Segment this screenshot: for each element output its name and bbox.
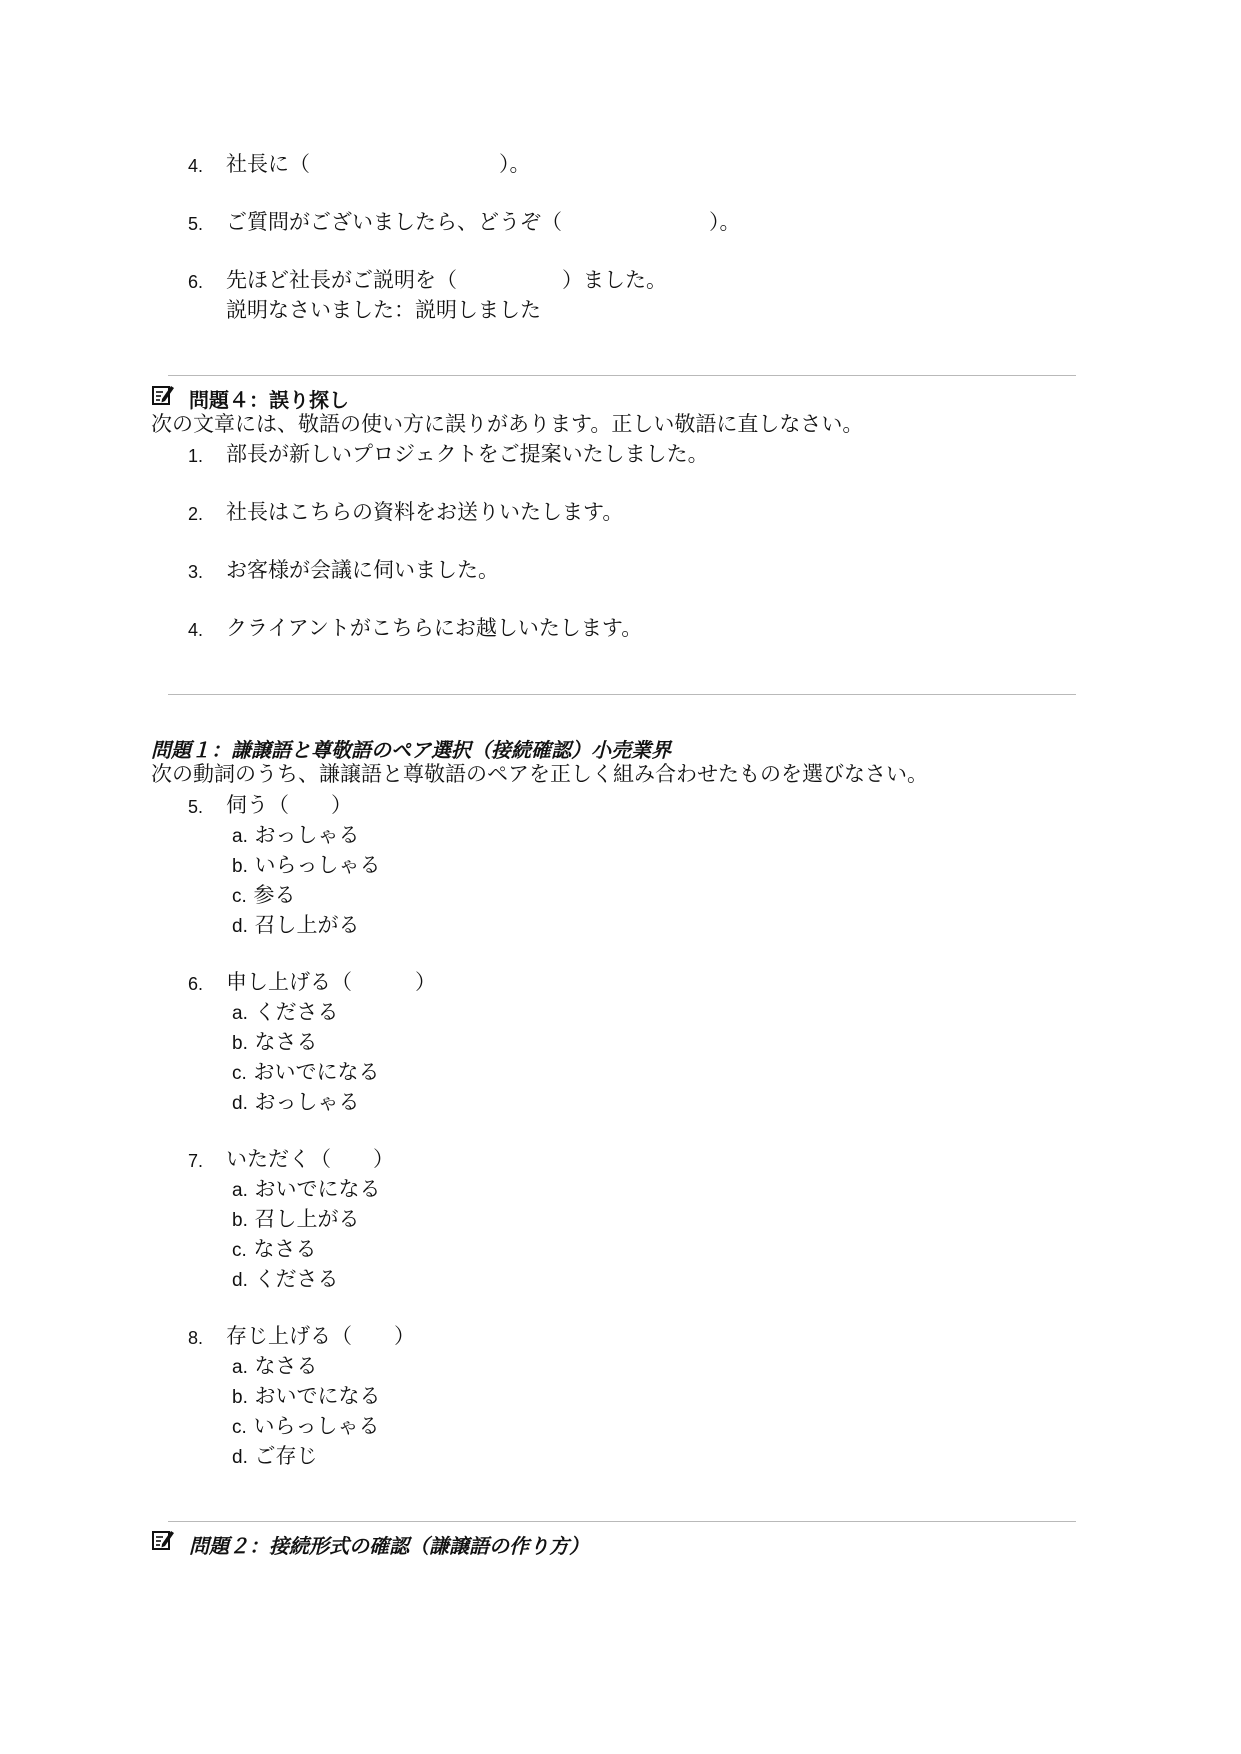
memo-pencil-icon	[151, 1528, 175, 1552]
option-letter: d.	[232, 1093, 248, 1114]
divider	[168, 375, 1076, 376]
list-item: 社長に（ ）。	[226, 152, 531, 176]
option-text: おいでになる	[253, 1060, 380, 1084]
list-number: 4.	[188, 620, 204, 640]
list-item-note: 説明なさいました：説明しました	[226, 298, 541, 322]
option-text: おいでになる	[254, 1384, 381, 1408]
list-item: クライアントがこちらにお越しいたします。	[226, 616, 643, 640]
memo-pencil-icon	[151, 383, 175, 407]
option-text: 参る	[253, 883, 296, 907]
list-number: 2.	[188, 504, 204, 524]
option-text: 召し上がる	[254, 913, 360, 937]
list-number: 3.	[188, 562, 204, 582]
option-letter: d.	[232, 1447, 248, 1468]
list-item: 部長が新しいプロジェクトをご提案いたしました。	[226, 442, 709, 466]
option-text: おっしゃる	[254, 1090, 360, 1114]
question-text: 存じ上げる（ ）	[226, 1324, 415, 1348]
option-letter: c.	[232, 1240, 247, 1261]
answer-option	[232, 855, 381, 876]
question-number: 5.	[188, 797, 204, 817]
question-text: 伺う（ ）	[226, 793, 352, 817]
option-text: おいでになる	[254, 1177, 381, 1201]
answer-option	[232, 1209, 360, 1230]
option-text: なさる	[254, 1354, 318, 1378]
question-text: 申し上げる（ ）	[226, 970, 436, 994]
option-text: なさる	[254, 1030, 318, 1054]
option-text: いらっしゃる	[254, 853, 381, 877]
answer-option	[232, 1002, 339, 1023]
list-item: 先ほど社長がご説明を（ ）ました。	[226, 268, 667, 292]
section-heading: 問題２：接続形式の確認（謙譲語の作り方）	[189, 1534, 589, 1558]
list-item: お客様が会議に伺いました。	[226, 558, 499, 582]
answer-option	[232, 1239, 316, 1260]
option-letter: c.	[232, 1417, 247, 1438]
list-number: 4.	[188, 156, 204, 176]
answer-option	[232, 885, 295, 906]
option-letter: c.	[232, 886, 247, 907]
option-letter: c.	[232, 1063, 247, 1084]
answer-option	[232, 1386, 381, 1407]
option-text: くださる	[254, 1000, 339, 1024]
option-letter: d.	[232, 1270, 248, 1291]
list-number: 5.	[188, 214, 204, 234]
list-item: 社長はこちらの資料をお送りいたします。	[226, 500, 624, 524]
option-letter: b.	[232, 1210, 248, 1231]
option-letter: d.	[232, 916, 248, 937]
option-text: 召し上がる	[254, 1207, 360, 1231]
divider	[168, 1521, 1076, 1522]
option-letter: a.	[232, 826, 248, 847]
divider	[168, 694, 1076, 695]
answer-option	[232, 1062, 379, 1083]
option-text: なさる	[253, 1237, 317, 1261]
list-number: 1.	[188, 446, 204, 466]
answer-option	[232, 1179, 381, 1200]
section-heading: 問題４：誤り探し	[189, 388, 349, 412]
option-text: くださる	[254, 1267, 339, 1291]
answer-option	[232, 1356, 318, 1377]
question-number: 6.	[188, 974, 204, 994]
option-letter: a.	[232, 1357, 248, 1378]
question-text: いただく（ ）	[226, 1147, 394, 1171]
answer-option	[232, 1032, 318, 1053]
answer-option	[232, 1092, 360, 1113]
option-letter: b.	[232, 1387, 248, 1408]
section-instruction: 次の動詞のうち、謙譲語と尊敬語のペアを正しく組み合わせたものを選びなさい。	[151, 762, 928, 786]
option-letter: a.	[232, 1003, 248, 1024]
answer-option	[232, 1446, 318, 1467]
option-text: ご存じ	[254, 1444, 318, 1468]
option-letter: b.	[232, 1033, 248, 1054]
answer-option	[232, 1416, 379, 1437]
question-number: 7.	[188, 1151, 204, 1171]
option-text: おっしゃる	[254, 823, 360, 847]
option-letter: a.	[232, 1180, 248, 1201]
answer-option	[232, 825, 360, 846]
option-text: いらっしゃる	[253, 1414, 380, 1438]
section-instruction: 次の文章には、敬語の使い方に誤りがあります。正しい敬語に直しなさい。	[151, 412, 864, 436]
list-item: ご質問がございましたら、どうぞ（ ）。	[226, 210, 741, 234]
option-letter: b.	[232, 856, 248, 877]
section-heading: 問題１：謙譲語と尊敬語のペア選択（接続確認）小売業界	[151, 738, 671, 762]
list-number: 6.	[188, 272, 204, 292]
answer-option	[232, 915, 360, 936]
answer-option	[232, 1269, 339, 1290]
question-number: 8.	[188, 1328, 204, 1348]
